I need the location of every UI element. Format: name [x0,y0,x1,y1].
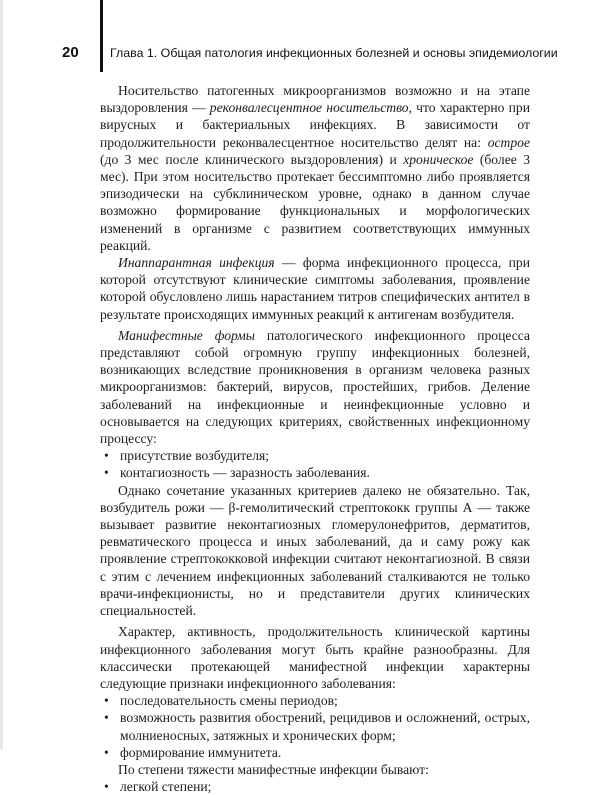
criteria-list [100,447,530,481]
term-inapparent-infection: Инаппарантная инфекция [118,255,275,271]
list-item: • последовательность смены периодов; [100,692,530,709]
page-edge [0,0,3,750]
list-item: • возможность развития обострений, рецидивов и осложнений, острых, молниеносных, затяжных и хронических форм; [100,709,530,743]
page-number: 20 [62,44,79,61]
paragraph-clinical-character: Характер, активность, продолжительность клинической картины инфекционного заболевания могут быть крайне разнообразны. Для классически протекающей манифестной инфекции характерны следующие признаки инфекционного заболевания: [100,624,530,691]
severity-list [100,778,530,795]
signs-list [100,692,530,761]
paragraph-inapparent-infection: Инаппарантная инфекция — форма инфекционного процесса, при которой отсутствуют клинические симптомы заболевания, проявление которой обусловлено лишь нарастанием титров специфических антител в результате происходящих иммунных реакций к антигенам возбудителя. [100,255,530,322]
paragraph-severity: По степени тяжести манифестные инфекции бывают: [118,761,429,777]
term-convalescent-carriage: реконвалесцентное носительство [209,100,409,116]
list-item: • присутствие возбудителя; [100,447,530,464]
term-manifest-forms: Манифестные формы [118,327,255,343]
list-item: • контагиозность — заразность заболевания. [100,464,530,481]
list-item: • формирование иммунитета. [100,744,530,761]
header-rule [100,0,103,72]
paragraph-carrier-convalescent: Носительство патогенных микроорганизмов возможно и на этапе выздоровления — реконвалесцентное носительство, что характерно при вирусных и бактериальных инфекциях. В зависимости от продолжительности реконвалесцентное носительство делят на: острое (до 3 мес после клинического выздоровления) и хроническое (более 3 мес). При этом носительство протекает бессимптомно либо проявляется эпизодически на субклиническом уровне, однако в данном случае возможно формирование функциональных и морфологических изменений в организме с развитием соответствующих иммунных реакций. [100,83,531,253]
term-chronic: хроническое [403,151,474,167]
paragraph-manifest-forms: Манифестные формы патологического инфекционного процесса представляют собой огромную группу инфекционных болезней, возникающих вследствие проникновения в организм человека разных микроорганизмов: бактерий, вирусов, простейших, грибов. Деление заболеваний на инфекционные и неинфекционные условно и основывается на следующих критериях, свойственных инфекционному процессу: [100,327,530,447]
page-body [100,82,530,795]
list-item: • легкой степени; [100,778,530,795]
term-acute: острое [487,134,530,150]
chapter-title: Глава 1. Общая патология инфекционных болезней и основы эпидемиологии [110,46,558,60]
paragraph-erysipelas: Однако сочетание указанных критериев далеко не обязательно. Так, возбудитель рожи — β-гемолитический стрептококк группы А — также вызывает развитие неконтагиозных гломерулонефритов, дерматитов, ревматического процесса и иных заболеваний, да и саму рожу как проявление стрептококковой инфекции считают неконтагиозной. В связи с этим с лечением инфекционных заболеваний сталкиваются не только врачи-инфекционисты, но и представители других клинических специальностей. [100,482,530,619]
